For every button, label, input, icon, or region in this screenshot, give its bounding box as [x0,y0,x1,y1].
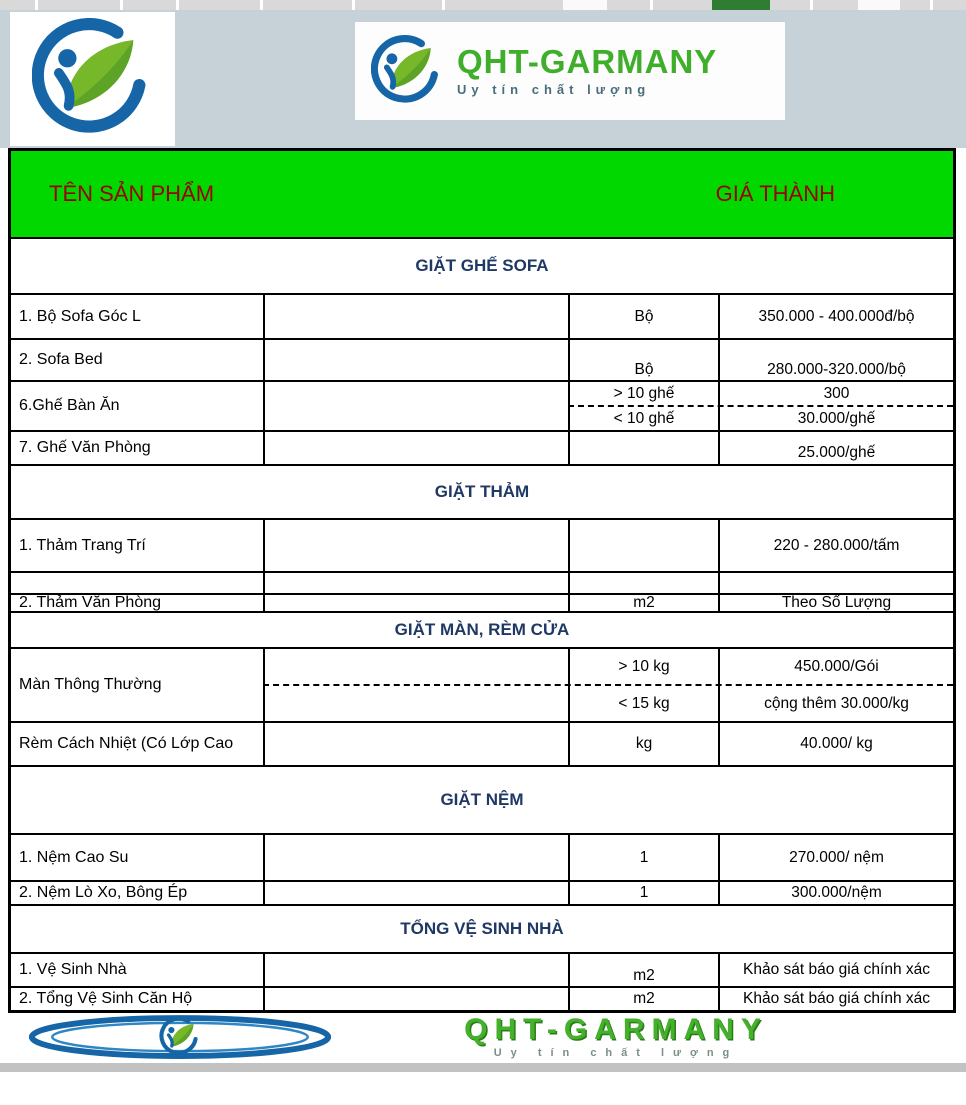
product-name-cell: 2. Sofa Bed [19,351,103,368]
product-name-cell: 2. Nệm Lò Xo, Bông Ép [19,884,188,901]
empty-cell [263,649,568,684]
price-table [8,148,956,1013]
gridline [930,0,933,10]
unit-cell: > 10 kg [568,649,718,684]
empty-cell [263,520,568,571]
empty-cell [263,573,568,593]
product-name-cell: 2. Thảm Văn Phòng [19,595,162,611]
unit-cell: < 10 ghế [568,407,718,430]
unit-cell: 1 [568,882,718,904]
price-cell: 270.000/ nệm [718,835,953,880]
product-name-cell: Rèm Cách Nhiệt (Có Lớp Cao [19,735,234,752]
split-subrow [568,407,953,430]
split-subrow [263,686,953,721]
product-name-cell: 1. Vệ Sinh Nhà [19,961,127,978]
unit-cell: < 15 kg [568,686,718,721]
table-header-row [11,151,953,237]
section-header-man-rem: GIẶT MÀN, RÈM CỬA [11,611,953,647]
split-cells [263,649,953,721]
table-row [11,952,953,986]
gridline [35,0,38,10]
table-row-empty [11,571,953,593]
empty-cell [263,723,568,765]
product-name-cell: 2. Tổng Vệ Sinh Căn Hộ [19,990,193,1007]
empty-cell-strip [563,0,607,10]
empty-cell [263,882,568,904]
footer-banner [0,1013,966,1061]
brand-banner [355,22,785,120]
unit-cell: 1 [568,835,718,880]
empty-cell [263,988,568,1010]
unit-cell: m2 [568,595,718,611]
brand-tagline: Uy tín chất lượng [457,82,651,98]
product-name-cell: 6.Ghế Bàn Ăn [19,397,120,414]
unit-cell: kg [568,723,718,765]
unit-cell: Bộ [568,295,718,338]
header [0,10,966,148]
company-logo-box [10,12,175,146]
price-cell [718,573,953,593]
footer-text-block [336,1015,966,1059]
gridline [352,0,355,10]
gridline [120,0,123,10]
empty-cell [263,432,568,464]
price-cell: Theo Số Lượng [718,595,953,611]
empty-cell [263,295,568,338]
table-row-split [11,647,953,721]
table-row [11,430,953,464]
price-cell: 300 [718,382,953,405]
price-cell: 280.000-320.000/bộ [718,340,953,380]
unit-cell: m2 [568,954,718,986]
empty-cell-strip [858,0,900,10]
price-cell: 25.000/ghế [718,432,953,464]
product-name-cell: 7. Ghế Văn Phòng [19,439,151,456]
footer-brand-tagline: Uy tín chất lượng [493,1047,739,1059]
price-cell: Khảo sát báo giá chính xác [718,988,953,1010]
empty-cell [263,382,568,430]
unit-cell: Bộ [568,340,718,380]
product-name-cell [11,573,263,593]
gridline [650,0,653,10]
section-header-nem: GIẶT NỆM [11,765,953,833]
price-cell: 300.000/nệm [718,882,953,904]
empty-cell [263,340,568,380]
unit-cell [568,432,718,464]
brand-name: QHT-GARMANY [457,42,718,80]
gridline [810,0,813,10]
brand-text-block [457,42,718,98]
footer-brand-name: QHT-GARMANY [464,1013,768,1046]
table-row [11,880,953,904]
section-header-ve-sinh: TỔNG VỆ SINH NHÀ [11,904,953,952]
price-cell: Khảo sát báo giá chính xác [718,954,953,986]
empty-cell [263,686,568,721]
price-cell: 450.000/Gói [718,649,953,684]
selected-cell-strip [712,0,770,10]
gridline [176,0,179,10]
product-name-cell: 1. Bộ Sofa Góc L [19,307,141,325]
gridline [260,0,263,10]
price-column-header: GIÁ THÀNH [715,181,835,206]
unit-cell: > 10 ghế [568,382,718,405]
table-row [11,986,953,1010]
price-cell: 220 - 280.000/tấm [718,520,953,571]
table-row [11,338,953,380]
price-cell: 30.000/ghế [718,407,953,430]
qht-logo-icon [32,18,154,140]
product-name-cell: 1. Thảm Trang Trí [19,536,146,554]
spreadsheet-bottom-edge [0,1063,966,1072]
product-name-cell: Màn Thông Thường [19,676,162,693]
spreadsheet-top-edge [0,0,966,10]
price-cell: 40.000/ kg [718,723,953,765]
empty-cell [263,595,568,611]
product-column-header: TÊN SẢN PHẨM [49,181,215,206]
table-row [11,721,953,765]
table-row [11,293,953,338]
section-header-sofa: GIẶT GHẾ SOFA [11,237,953,293]
table-row [11,833,953,880]
price-cell: cộng thêm 30.000/kg [718,686,953,721]
split-subrow [568,382,953,407]
price-cell: 350.000 - 400.000đ/bộ [718,295,953,338]
brand-logo-icon [371,35,443,107]
section-header-tham: GIẶT THẢM [11,464,953,518]
unit-cell [568,573,718,593]
split-cells [568,382,953,430]
table-row [11,593,953,611]
table-row-split [11,380,953,430]
footer-ellipse-logo-icon [24,1014,336,1060]
split-subrow [263,649,953,686]
gridline [442,0,445,10]
product-name-cell: 1. Nệm Cao Su [19,848,129,866]
empty-cell [263,954,568,986]
empty-cell [263,835,568,880]
table-row [11,518,953,571]
unit-cell [568,520,718,571]
unit-cell: m2 [568,988,718,1010]
